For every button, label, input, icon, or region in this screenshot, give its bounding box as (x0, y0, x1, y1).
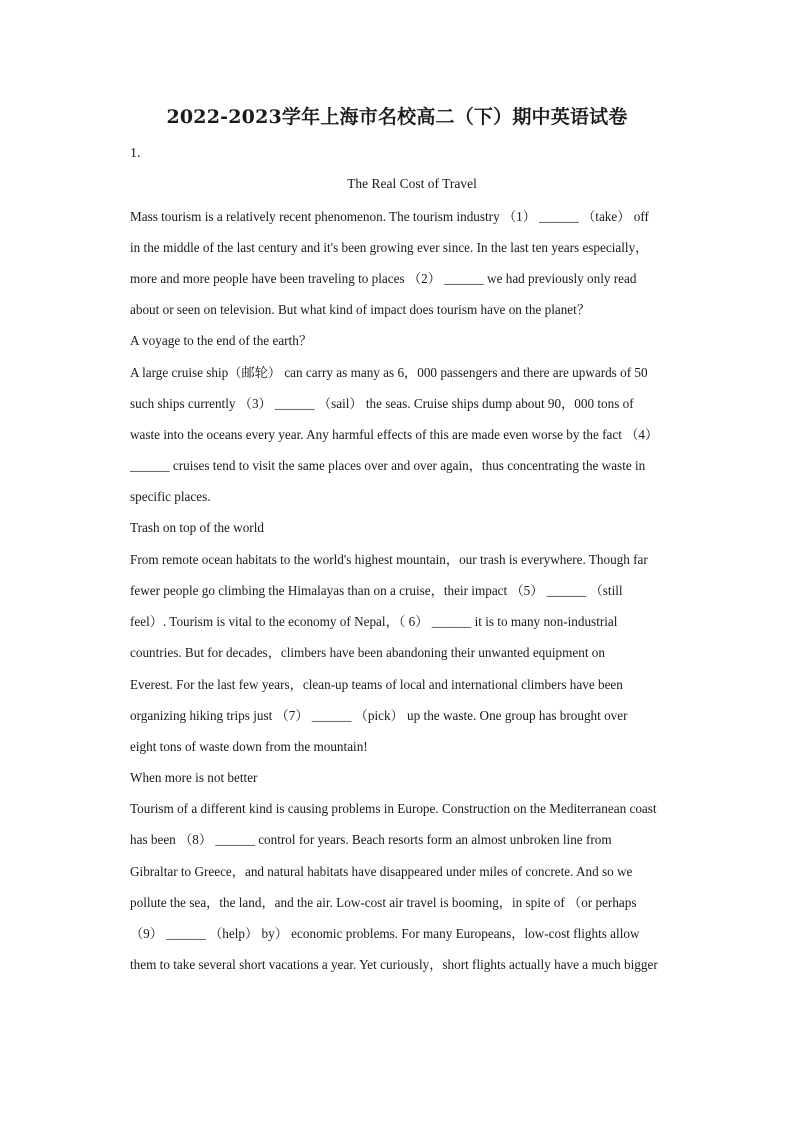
passage-line: pollute the sea，the land，and the air. Low-cost air travel is booming，in spite of （or perhaps (130, 895, 637, 910)
passage-line: about or seen on television. But what kind of impact does tourism have on the planet？ (130, 302, 591, 317)
passage-line: From remote ocean habitats to the world's highest mountain，our trash is everywhere. Though far (130, 552, 648, 567)
page-title: 2022-2023学年上海市名校高二（下）期中英语试卷 (166, 106, 628, 128)
passage-line: more and more people have been traveling to places （2） ______ we had previously only read (130, 271, 637, 286)
passage-line: fewer people go climbing the Himalayas than on a cruise，their impact （5） ______ （still (130, 583, 623, 598)
passage-line: Mass tourism is a relatively recent phenomenon. The tourism industry （1） ______ （take） off (130, 209, 649, 224)
passage-line: feel）. Tourism is vital to the economy of Nepal，（ 6） ______ it is to many non-industrial (130, 614, 618, 629)
passage-line: Everest. For the last few years，clean-up teams of local and international climbers have been (130, 677, 623, 692)
passage-line: （9） ______ （help） by） economic problems. For many Europeans，low-cost flights allow (130, 926, 640, 941)
passage-line: in the middle of the last century and it's been growing ever since. In the last ten years especially， (130, 240, 649, 255)
section-heading: When more is not better (130, 770, 258, 785)
passage-line: ______ cruises tend to visit the same places over and over again，thus concentrating the waste in (130, 458, 646, 473)
passage-line: specific places. (130, 489, 211, 504)
passage-line: Gibraltar to Greece，and natural habitats have disappeared under miles of concrete. And so we (130, 864, 633, 879)
passage-line: countries. But for decades，climbers have been abandoning their unwanted equipment on (130, 645, 605, 660)
passage-line: waste into the oceans every year. Any harmful effects of this are made even worse by the fact （4） (130, 427, 659, 442)
section-heading: A voyage to the end of the earth？ (130, 333, 313, 348)
passage-line: such ships currently （3） ______ （sail） the seas. Cruise ships dump about 90，000 tons of (130, 396, 634, 411)
passage-line: eight tons of waste down from the mountain! (130, 739, 368, 754)
section-heading: Trash on top of the world (130, 520, 264, 535)
passage-line: Tourism of a different kind is causing problems in Europe. Construction on the Mediterranean coast (130, 801, 657, 816)
question-number: 1. (130, 146, 141, 161)
passage-line: A large cruise ship（邮轮） can carry as many as 6，000 passengers and there are upwards of 50 (130, 365, 648, 380)
passage-title: The Real Cost of Travel (347, 176, 477, 191)
passage-line: has been （8） ______ control for years. Beach resorts form an almost unbroken line from (130, 832, 612, 847)
passage-line: organizing hiking trips just （7） ______ （pick） up the waste. One group has brought over (130, 708, 628, 723)
passage-line: them to take several short vacations a year. Yet curiously，short flights actually have a much bigger (130, 957, 658, 972)
